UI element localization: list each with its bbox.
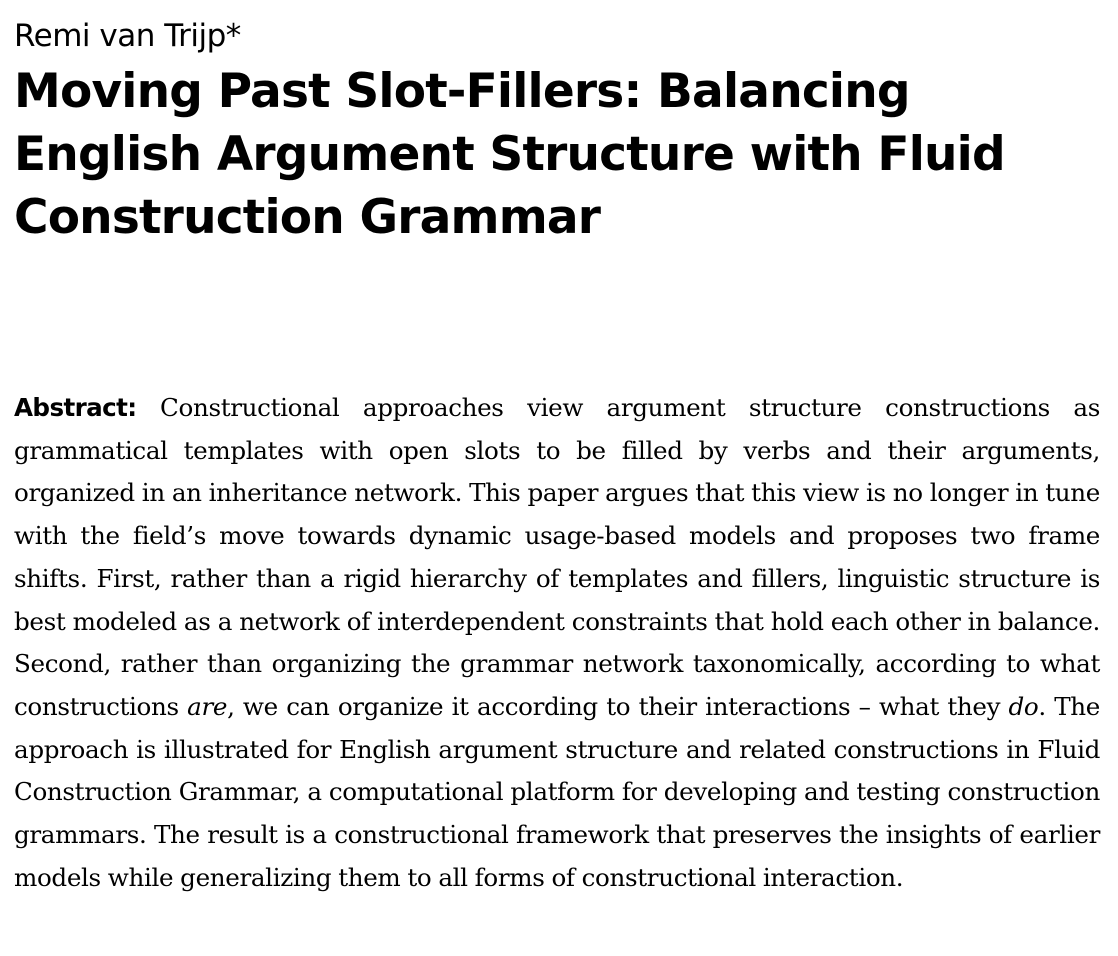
abstract-label: Abstract: — [14, 393, 137, 422]
paper-header — [14, 0, 1100, 892]
paper-title: Moving Past Slot-Fillers: Balancing English Argument Structure with Fluid Construction Grammar — [14, 64, 1005, 245]
abstract-emphasis-are: are — [187, 691, 228, 721]
abstract-emphasis-do: do — [1008, 691, 1039, 721]
author-name: Remi van Trijp* — [14, 18, 241, 54]
abstract-text-part-3: . The approach is illustrated for English argument structure and related constructions in Fluid Construction Grammar, a computational platform for developing and testing construction grammars. The result is a constructional framework that preserves the insights of earlier models while generalizing them to all forms of constructional interaction. — [14, 691, 1100, 892]
abstract-paragraph — [14, 387, 1100, 899]
abstract-text-part-2: , we can organize it according to their interactions – what they — [227, 691, 1009, 721]
abstract-text-part-1: Constructional approaches view argument structure constructions as grammatical templates with open slots to be filled by verbs and their arguments, organized in an inheritance network. This paper argues that this view is no longer in tune with the field’s move towards dynamic usage-based models and proposes two frame shifts. First, rather than a rigid hierarchy of templates and fillers, linguistic structure is best modeled as a network of interdependent constraints that hold each other in balance. Second, rather than organizing the grammar network taxonomically, according to what constructions — [14, 393, 1100, 721]
